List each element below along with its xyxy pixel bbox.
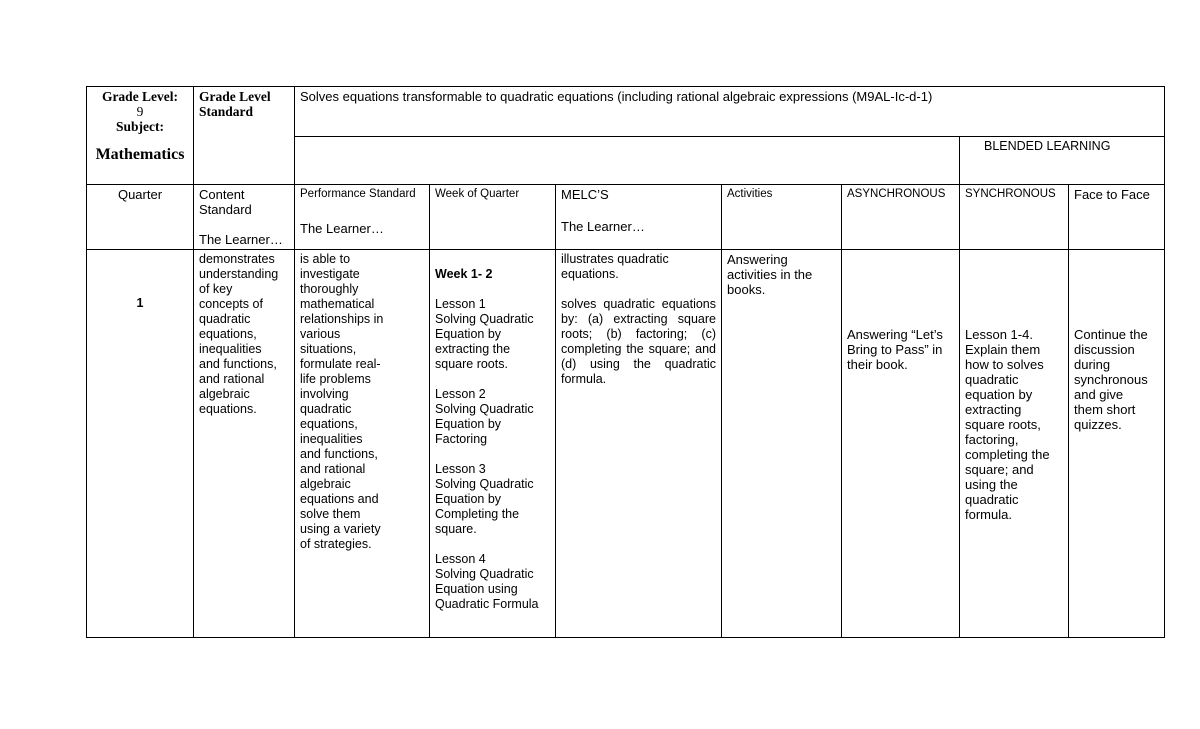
- row-lessons: Lesson 1 Solving Quadratic Equation by extracting the square roots. Lesson 2 Solving Quadratic Equation by Factoring Lesson 3 Solving Quadratic Equation by Completing the square. Lesson 4 Solving Quadratic Equation using Quadratic Formula: [435, 297, 539, 611]
- col-melcs: [556, 185, 722, 250]
- subject-value: Mathematics: [95, 146, 185, 163]
- row-melcs-2: solves quadratic equations by: (a) extracting square roots; (b) factoring; (c) completing the square; and (d) using the quadratic formula.: [561, 297, 716, 386]
- row-quarter: 1: [87, 250, 194, 638]
- grade-level-label: Grade Level:: [101, 89, 179, 104]
- content-row: [87, 250, 1165, 638]
- col-face-to-face: Face to Face: [1069, 185, 1165, 250]
- blank-header-cell: [295, 137, 960, 185]
- col-content-standard: Content Standard The Learner…: [194, 185, 295, 250]
- row-asynchronous: Answering “Let’s Bring to Pass” in their book.: [842, 250, 960, 638]
- row-melcs-1: illustrates quadratic equations.: [561, 252, 669, 281]
- row-week-title: Week 1- 2: [435, 267, 493, 281]
- col-activities: Activities: [722, 185, 842, 250]
- row-performance-standard: is able to investigate thoroughly mathematical relationships in various situations, formulate real- life problems involving quadratic equations, inequalities and functions, and rational algebraic equations and solve them using a variety of strategies.: [295, 250, 430, 638]
- curriculum-table: [86, 86, 1165, 638]
- col-asynchronous: ASYNCHRONOUS: [842, 185, 960, 250]
- col-melcs-learner: The Learner…: [561, 219, 645, 234]
- grade-subject-cell: [87, 87, 194, 185]
- row-face-to-face: Continue the discussion during synchronous and give them short quizzes.: [1069, 250, 1165, 638]
- row-melcs-cell: [556, 250, 722, 638]
- col-melcs-title: MELC’S: [561, 187, 609, 202]
- row-synchronous: Lesson 1-4. Explain them how to solves quadratic equation by extracting square roots, factoring, completing the square; and using the quadratic formula.: [960, 250, 1069, 638]
- header-row-1: [87, 87, 1165, 137]
- row-week-cell: [430, 250, 556, 638]
- col-performance-standard: [295, 185, 430, 250]
- grade-level-standard-label: Grade Level Standard: [194, 87, 295, 185]
- row-content-standard: demonstrates understanding of key concepts of quadratic equations, inequalities and functions, and rational algebraic equations.: [194, 250, 295, 638]
- col-performance-learner: The Learner…: [300, 221, 384, 236]
- column-header-row: [87, 185, 1165, 250]
- col-week-of-quarter: Week of Quarter: [430, 185, 556, 250]
- blended-learning-label: BLENDED LEARNING: [960, 137, 1165, 185]
- grade-level-value: 9: [136, 104, 144, 119]
- col-performance-title: Performance Standard: [300, 188, 416, 200]
- subject-label: Subject:: [116, 119, 164, 134]
- grade-level-standard-text: Solves equations transformable to quadratic equations (including rational algebraic expressions (M9AL-Ic-d-1): [295, 87, 1165, 137]
- row-activities: Answering activities in the books.: [722, 250, 842, 638]
- col-synchronous: SYNCHRONOUS: [960, 185, 1069, 250]
- col-quarter: Quarter: [87, 185, 194, 250]
